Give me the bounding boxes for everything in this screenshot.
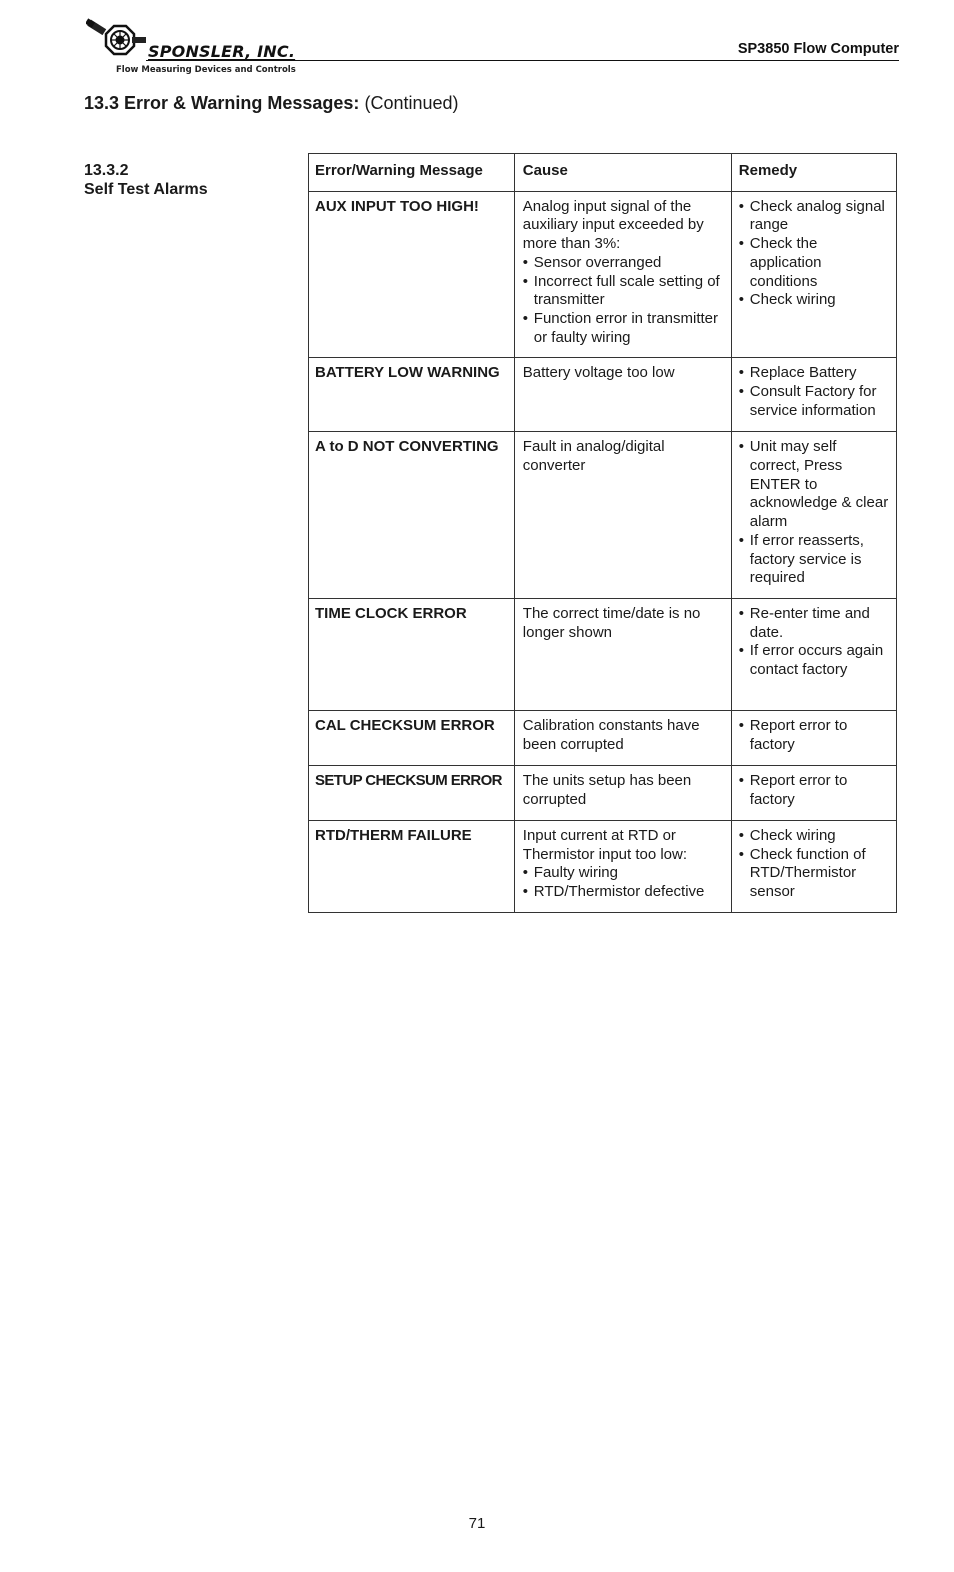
cause-text: Calibration constants have been corrupted [522,716,700,753]
cause-item: • Faulty wiring [523,864,725,883]
cause-text: Battery voltage too low [522,364,675,382]
company-logo [86,16,296,76]
header-rule [146,60,899,61]
brand-tagline: Flow Measuring Devices and Controls [116,65,296,75]
table-row [309,820,897,912]
cause-item: • RTD/Thermistor defective [523,883,725,902]
remedy-item: • Check the application conditions [739,235,890,291]
table-row [309,765,897,820]
cause-cell [514,765,731,820]
remedy-list [739,717,890,754]
remedy-item: • If error occurs again contact factory [739,642,890,679]
cause-cell [514,358,731,432]
cause-text: The correct time/date is no longer shown [522,604,701,641]
error-message: SETUP CHECKSUM ERROR [309,765,515,820]
cause-item: • Sensor overranged [523,254,725,273]
flow-meter-logo-icon [86,16,150,68]
cause-cell [514,710,731,765]
remedy-list [739,827,890,902]
subsection-number: 13.3.2 [84,162,129,179]
cause-list [523,864,725,901]
cause-item: • Incorrect full scale setting of transmitter [523,273,725,310]
cause-cell [514,191,731,358]
remedy-item: • Unit may self correct, Press ENTER to acknowledge & clear alarm [739,438,890,532]
cause-item: • Function error in transmitter or faulty wiring [523,310,725,347]
cause-text: Analog input signal of the auxiliary input exceeded by more than 3%: [522,197,704,253]
section-title [84,93,459,114]
error-message: CAL CHECKSUM ERROR [309,710,515,765]
table-row [309,191,897,358]
remedy-item: • Check analog signal range [739,198,890,235]
page-header [86,14,899,76]
remedy-item: • Replace Battery [739,364,890,383]
remedy-list [739,198,890,310]
table-row [309,432,897,599]
remedy-list [739,438,890,588]
cause-text: Fault in analog/digital converter [522,438,665,475]
remedy-item: • Report error to factory [739,717,890,754]
remedy-item: • If error reasserts, factory service is required [739,532,890,588]
remedy-list [739,605,890,680]
column-header-remedy: Remedy [731,154,896,192]
error-message: BATTERY LOW WARNING [309,358,515,432]
remedy-list [739,772,890,809]
section-title-main: 13.3 Error & Warning Messages: [84,93,360,113]
column-header-cause: Cause [514,154,731,192]
column-header-message: Error/Warning Message [309,154,515,192]
table-row [309,358,897,432]
cause-cell [514,432,731,599]
self-test-alarms-table [308,153,897,913]
subsection-title: Self Test Alarms [84,181,208,198]
remedy-item: • Re-enter time and date. [739,605,890,642]
error-message: RTD/THERM FAILURE [309,820,515,912]
remedy-item: • Check function of RTD/Thermistor sensor [739,846,890,902]
brand-name: SPONSLER, INC. [148,42,296,61]
table-header-row [309,154,897,192]
error-message: TIME CLOCK ERROR [309,598,515,710]
remedy-item: • Consult Factory for service information [739,383,890,420]
remedy-cell [731,598,896,710]
cause-list [523,254,725,348]
remedy-cell [731,191,896,358]
remedy-cell [731,358,896,432]
cause-text: Input current at RTD or Thermistor input too low: [522,826,688,863]
table-row [309,598,897,710]
error-message: AUX INPUT TOO HIGH! [309,191,515,358]
remedy-item: • Check wiring [739,827,890,846]
table-row [309,710,897,765]
error-message: A to D NOT CONVERTING [309,432,515,599]
remedy-cell [731,820,896,912]
remedy-item: • Check wiring [739,291,890,310]
remedy-item: • Report error to factory [739,772,890,809]
document-title: SP3850 Flow Computer [737,41,899,57]
cause-text: The units setup has been corrupted [522,771,692,808]
subsection-heading [84,161,208,199]
section-title-suffix: (Continued) [364,93,459,113]
remedy-cell [731,432,896,599]
remedy-list [739,364,890,420]
cause-cell [514,820,731,912]
cause-cell [514,598,731,710]
remedy-cell [731,710,896,765]
remedy-cell [731,765,896,820]
page-number: 71 [468,1515,486,1532]
